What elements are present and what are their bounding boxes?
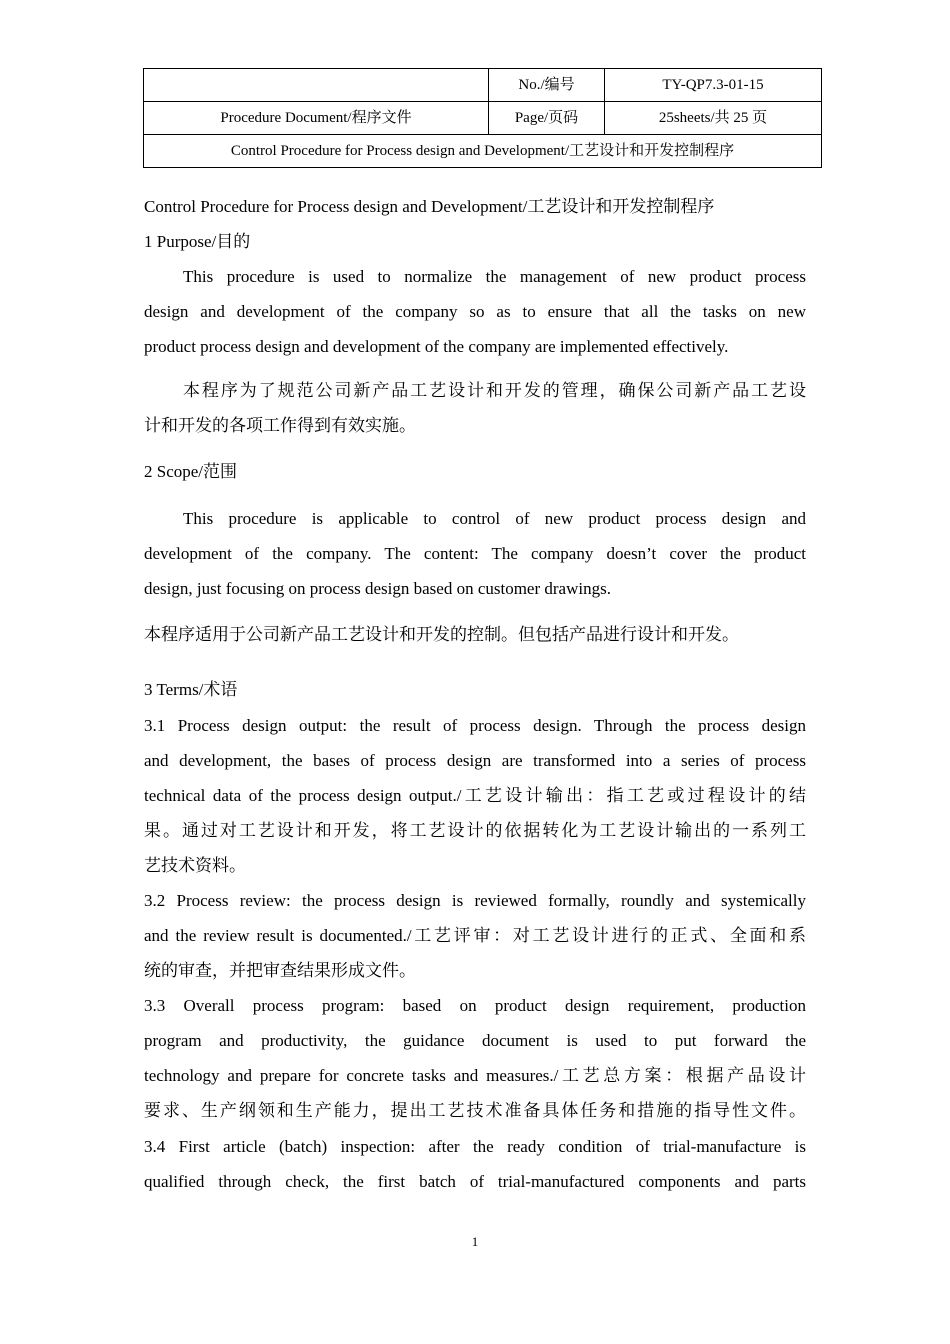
scope-zh-line: 本程序适用于公司新产品工艺设计和开发的控制。但包括产品进行设计和开发。 [144,625,739,644]
document-header-table [143,68,822,168]
section-1-heading: 1 Purpose/目的 [144,232,251,251]
doc-type: Procedure Document/程序文件 [144,102,489,135]
term-3-1-line: 艺技术资料。 [144,856,246,875]
term-3-3-line: program and productivity, the guidance document is used to put forward the [144,1031,806,1050]
page-value: 25sheets/共 25 页 [605,102,822,135]
term-3-4-line: 3.4 First article (batch) inspection: after the ready condition of trial-manufacture is [144,1137,806,1156]
section-2-heading: 2 Scope/范围 [144,462,238,481]
purpose-en-line: product process design and development of the company are implemented effectively. [144,337,729,356]
term-3-1-line: and development, the bases of process design are transformed into a series of process [144,751,806,770]
term-3-1-line: technical data of the process design output./工艺设计输出：指工艺或过程设计的结 [144,786,806,805]
term-3-3-line: 3.3 Overall process program: based on product design requirement, production [144,996,806,1015]
term-3-2-line: 3.2 Process review: the process design is reviewed formally, roundly and systemically [144,891,806,910]
doc-number-value: TY-QP7.3-01-15 [605,69,822,102]
purpose-en-line: This procedure is used to normalize the management of new product process [183,267,806,286]
purpose-zh-line: 本程序为了规范公司新产品工艺设计和开发的管理，确保公司新产品工艺设 [183,381,806,400]
page-label: Page/页码 [489,102,605,135]
header-blank-cell [144,69,489,102]
document-title: Control Procedure for Process design and Development/工艺设计和开发控制程序 [144,197,715,216]
term-3-4-line: qualified through check, the first batch of trial-manufactured components and parts [144,1172,806,1191]
term-3-2-line: and the review result is documented./工艺评审：对工艺设计进行的正式、全面和系 [144,926,806,945]
term-3-2-line: 统的审查，并把审查结果形成文件。 [144,961,416,980]
section-3-heading: 3 Terms/术语 [144,680,238,699]
purpose-zh-line: 计和开发的各项工作得到有效实施。 [144,416,416,435]
purpose-en-line: design and development of the company so as to ensure that all the tasks on new [144,302,806,321]
term-3-3-line: technology and prepare for concrete tasks and measures./工艺总方案：根据产品设计 [144,1066,806,1085]
page-number: 1 [471,1234,479,1249]
doc-number-label: No./编号 [489,69,605,102]
scope-en-line: development of the company. The content: The company doesn’t cover the product [144,544,806,563]
term-3-1-line: 3.1 Process design output: the result of process design. Through the process design [144,716,806,735]
scope-en-line: This procedure is applicable to control of new product process design and [183,509,806,528]
scope-en-line: design, just focusing on process design based on customer drawings. [144,579,611,598]
term-3-3-line: 要求、生产纲领和生产能力，提出工艺技术准备具体任务和措施的指导性文件。 [144,1101,806,1120]
term-3-1-line: 果。通过对工艺设计和开发，将工艺设计的依据转化为工艺设计输出的一系列工 [144,821,806,840]
header-doc-title: Control Procedure for Process design and Development/工艺设计和开发控制程序 [144,135,822,168]
